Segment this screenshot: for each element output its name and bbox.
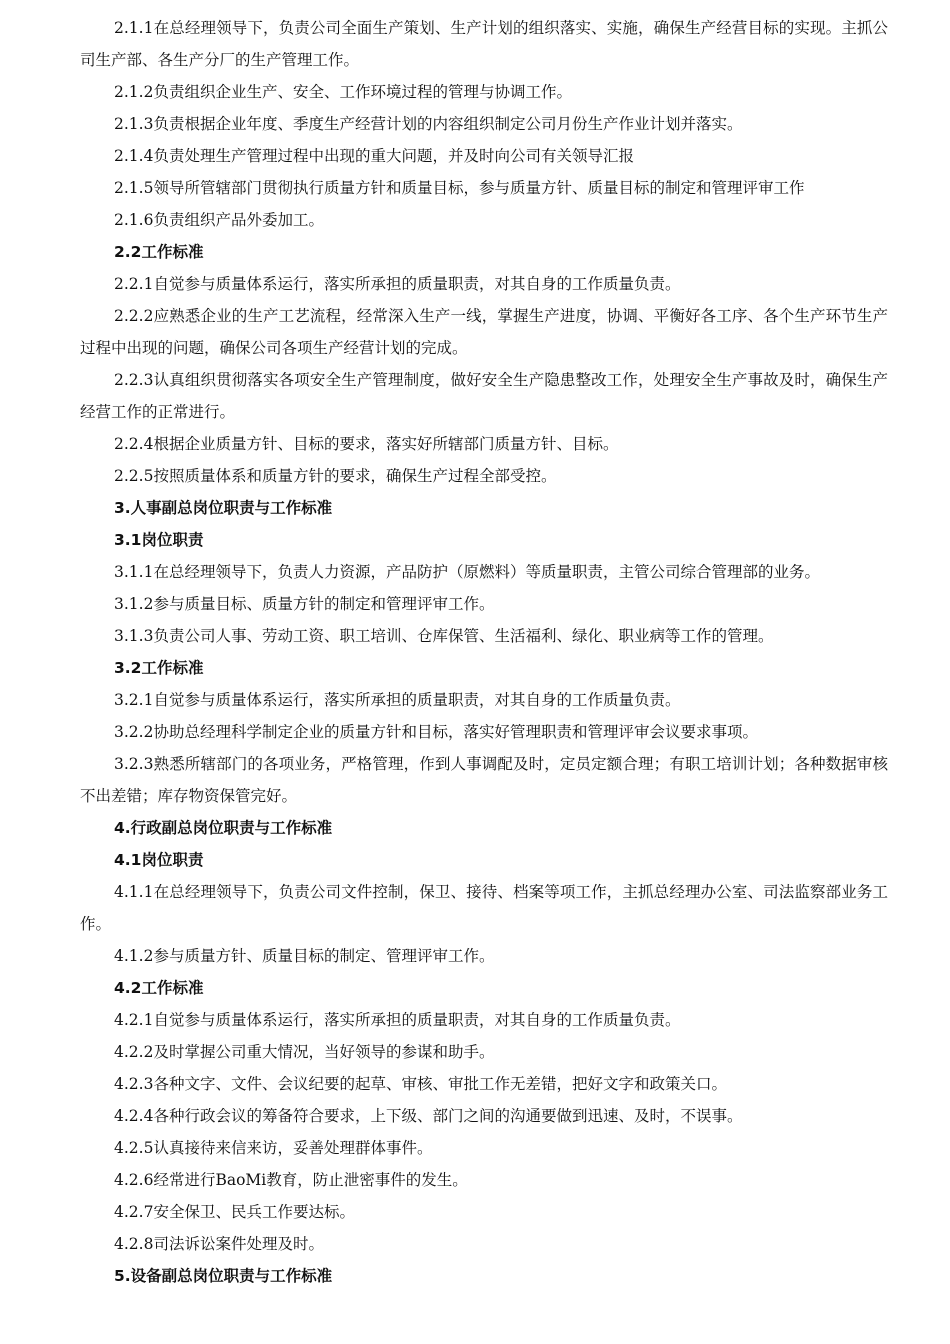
- paragraph-2-2-3: 2.2.3认真组织贯彻落实各项安全生产管理制度，做好安全生产隐患整改工作，处理安全生产事故及时，确保生产经营工作的正常进行。: [80, 371, 888, 421]
- paragraph-2-1-4: 2.1.4负责处理生产管理过程中出现的重大问题，并及时向公司有关领导汇报: [114, 147, 634, 165]
- paragraph-4-1-2: 4.1.2参与质量方针、质量目标的制定、管理评审工作。: [114, 947, 495, 965]
- paragraph-2-1-1: 2.1.1在总经理领导下，负责公司全面生产策划、生产计划的组织落实、实施，确保生产经营目标的实现。主抓公司生产部、各生产分厂的生产管理工作。: [80, 19, 888, 69]
- paragraph-3-1-1: 3.1.1在总经理领导下，负责人力资源，产品防护（原燃料）等质量职责，主管公司综合管理部的业务。: [114, 563, 820, 581]
- paragraph-4-1-1: 4.1.1在总经理领导下，负责公司文件控制，保卫、接待、档案等项工作，主抓总经理办公室、司法监察部业务工作。: [80, 883, 888, 933]
- paragraph-3-2-1: 3.2.1自觉参与质量体系运行，落实所承担的质量职责，对其自身的工作质量负责。: [114, 691, 681, 709]
- paragraph-2-2-4: 2.2.4根据企业质量方针、目标的要求，落实好所辖部门质量方针、目标。: [114, 435, 619, 453]
- paragraph-2-2-2: 2.2.2应熟悉企业的生产工艺流程，经常深入生产一线，掌握生产进度，协调、平衡好各工序、各个生产环节生产过程中出现的问题，确保公司各项生产经营计划的完成。: [80, 307, 888, 357]
- paragraph-4-2-4: 4.2.4各种行政会议的筹备符合要求，上下级、部门之间的沟通要做到迅速、及时，不误事。: [114, 1107, 743, 1125]
- paragraph-3-2-3: 3.2.3熟悉所辖部门的各项业务，严格管理，作到人事调配及时，定员定额合理；有职工培训计划；各种数据审核不出差错；库存物资保管完好。: [80, 755, 888, 805]
- paragraph-3-1-3: 3.1.3负责公司人事、劳动工资、职工培训、仓库保管、生活福利、绿化、职业病等工作的管理。: [114, 627, 774, 645]
- paragraph-2-2-1: 2.2.1自觉参与质量体系运行，落实所承担的质量职责，对其自身的工作质量负责。: [114, 275, 681, 293]
- paragraph-4-2-3: 4.2.3各种文字、文件、会议纪要的起草、审核、审批工作无差错，把好文字和政策关口。: [114, 1075, 727, 1093]
- paragraph-4-2-7: 4.2.7安全保卫、民兵工作要达标。: [114, 1203, 355, 1221]
- paragraph-4-2-6: 4.2.6经常进行BaoMi教育，防止泄密事件的发生。: [114, 1171, 468, 1189]
- paragraph-4-2-8: 4.2.8司法诉讼案件处理及时。: [114, 1235, 324, 1253]
- heading-3-1: 3.1岗位职责: [114, 531, 204, 549]
- paragraph-4-2-1: 4.2.1自觉参与质量体系运行，落实所承担的质量职责，对其自身的工作质量负责。: [114, 1011, 681, 1029]
- heading-3-2: 3.2工作标准: [114, 659, 204, 677]
- heading-2-2: 2.2工作标准: [114, 243, 204, 261]
- heading-section-3: 3.人事副总岗位职责与工作标准: [114, 499, 333, 517]
- paragraph-3-1-2: 3.1.2参与质量目标、质量方针的制定和管理评审工作。: [114, 595, 495, 613]
- paragraph-2-1-2: 2.1.2负责组织企业生产、安全、工作环境过程的管理与协调工作。: [114, 83, 572, 101]
- paragraph-2-2-5: 2.2.5按照质量体系和质量方针的要求，确保生产过程全部受控。: [114, 467, 557, 485]
- paragraph-2-1-6: 2.1.6负责组织产品外委加工。: [114, 211, 324, 229]
- paragraph-3-2-2: 3.2.2协助总经理科学制定企业的质量方针和目标，落实好管理职责和管理评审会议要求事项。: [114, 723, 758, 741]
- heading-4-2: 4.2工作标准: [114, 979, 204, 997]
- paragraph-2-1-3: 2.1.3负责根据企业年度、季度生产经营计划的内容组织制定公司月份生产作业计划并落实。: [114, 115, 743, 133]
- paragraph-4-2-5: 4.2.5认真接待来信来访，妥善处理群体事件。: [114, 1139, 433, 1157]
- paragraph-2-1-5: 2.1.5领导所管辖部门贯彻执行质量方针和质量目标，参与质量方针、质量目标的制定和管理评审工作: [114, 179, 805, 197]
- heading-section-5: 5.设备副总岗位职责与工作标准: [114, 1267, 333, 1285]
- heading-4-1: 4.1岗位职责: [114, 851, 204, 869]
- paragraph-4-2-2: 4.2.2及时掌握公司重大情况，当好领导的参谋和助手。: [114, 1043, 495, 1061]
- heading-section-4: 4.行政副总岗位职责与工作标准: [114, 819, 333, 837]
